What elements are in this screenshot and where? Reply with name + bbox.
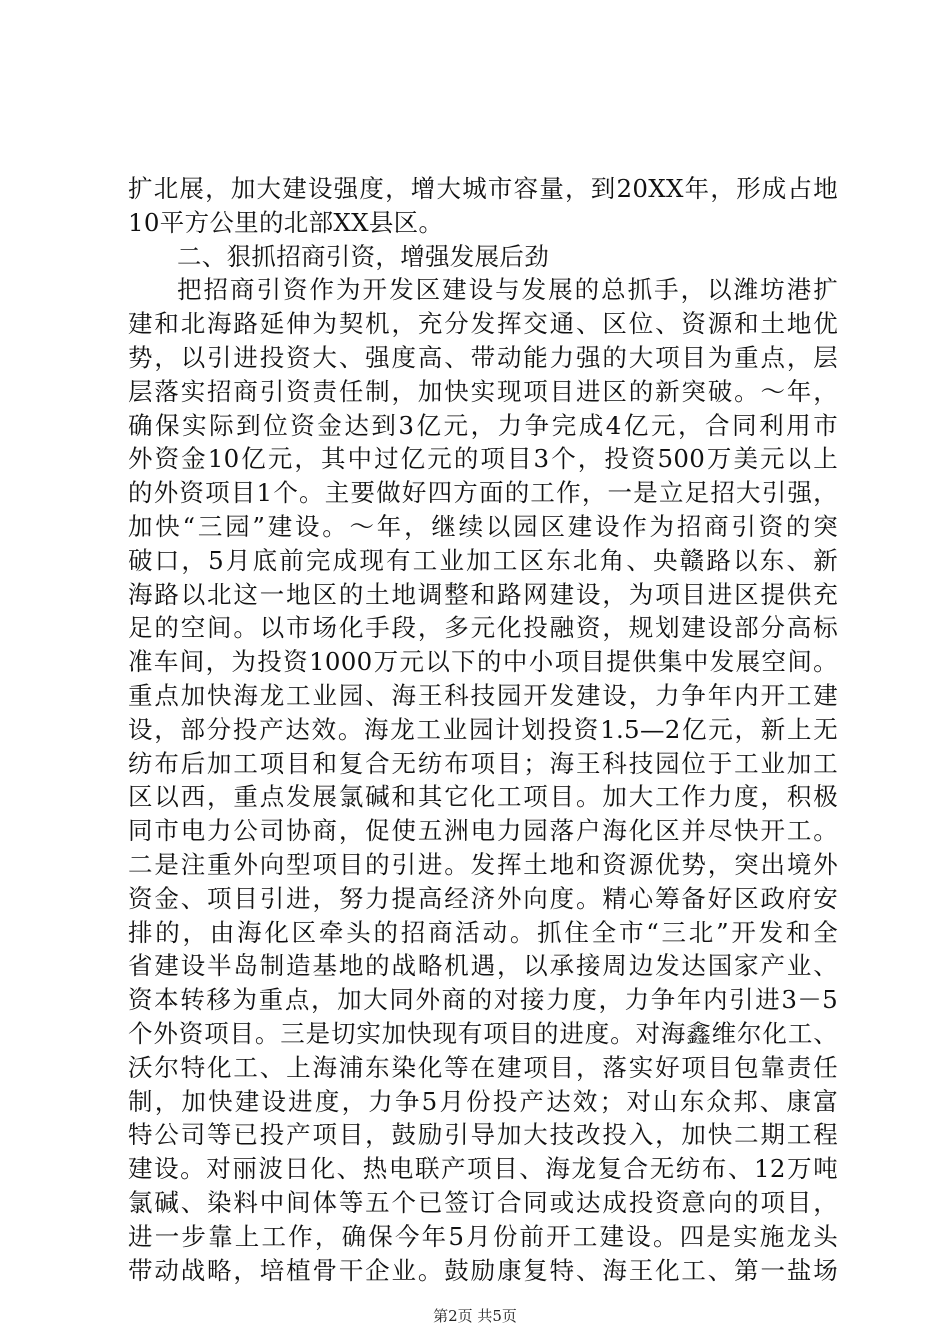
text-line: 势，以引进投资大、强度高、带动能力强的大项目为重点，层 (128, 342, 838, 372)
text-line: 制，加快建设进度，力争5月份投产达效；对山东众邦、康富 (128, 1086, 838, 1116)
text-line: 资金、项目引进，努力提高经济外向度。精心筹备好区政府安 (128, 883, 838, 913)
page-number-footer: 第2页 共5页 (433, 1307, 517, 1325)
text-line: 加快“三园”建设。～年，继续以园区建设作为招商引资的突 (128, 511, 838, 541)
text-line: 特公司等已投产项目，鼓励引导加大技改投入，加快二期工程 (128, 1120, 838, 1150)
text-line: 扩北展，加大建设强度，增大城市容量，到20XX年，形成占地 (128, 174, 838, 203)
text-line: 海路以北这一地区的土地调整和路网建设，为项目进区提供充 (128, 579, 838, 609)
text-line: 个外资项目。三是切实加快现有项目的进度。对海鑫维尔化工、 (128, 1018, 838, 1048)
document-body (128, 172, 838, 1287)
text-line: 设，部分投产达效。海龙工业园计划投资1.5—2亿元，新上无 (128, 714, 838, 744)
text-line: 破口，5月底前完成现有工业加工区东北角、央赣路以东、新 (128, 545, 838, 575)
text-line: 外资金10亿元，其中过亿元的项目3个，投资500万美元以上 (128, 444, 838, 474)
text-line: 省建设半岛制造基地的战略机遇，以承接周边发达国家产业、 (128, 951, 838, 981)
text-line: 确保实际到位资金达到3亿元，力争完成4亿元，合同利用市 (128, 410, 838, 440)
text-line: 准车间，为投资1000万元以下的中小项目提供集中发展空间。 (128, 647, 838, 677)
text-line: 的外资项目1个。主要做好四方面的工作，一是立足招大引强， (128, 478, 838, 508)
text-line: 排的，由海化区牵头的招商活动。抓住全市“三北”开发和全 (128, 917, 838, 947)
text-line: 建和北海路延伸为契机，充分发挥交通、区位、资源和土地优 (128, 309, 838, 339)
text-line: 进一步靠上工作，确保今年5月份前开工建设。四是实施龙头 (128, 1221, 838, 1251)
text-line: 二是注重外向型项目的引进。发挥土地和资源优势，突出境外 (128, 849, 838, 879)
text-line: 层落实招商引资责任制，加快实现项目进区的新突破。～年， (128, 376, 838, 406)
text-line: 重点加快海龙工业园、海王科技园开发建设，力争年内开工建 (128, 680, 838, 710)
section-heading: 二、狠抓招商引资，增强发展后劲 (177, 241, 549, 271)
text-line: 同市电力公司协商，促使五洲电力园落户海化区并尽快开工。 (128, 816, 838, 846)
text-line: 建设。对丽波日化、热电联产项目、海龙复合无纺布、12万吨 (128, 1154, 838, 1184)
text-line: 10平方公里的北部XX县区。 (128, 207, 444, 237)
text-line: 氯碱、染料中间体等五个已签订合同或达成投资意向的项目， (128, 1187, 838, 1217)
text-line: 区以西，重点发展氯碱和其它化工项目。加大工作力度，积极 (128, 782, 838, 812)
text-line: 把招商引资作为开发区建设与发展的总抓手，以潍坊港扩 (177, 275, 838, 305)
text-line: 足的空间。以市场化手段，多元化投融资，规划建设部分高标 (128, 613, 838, 643)
text-line: 纺布后加工项目和复合无纺布项目；海王科技园位于工业加工 (128, 748, 838, 778)
text-line: 带动战略，培植骨干企业。鼓励康复特、海王化工、第一盐场 (128, 1255, 838, 1285)
text-line: 资本转移为重点，加大同外商的对接力度，力争年内引进3－5 (128, 985, 838, 1015)
text-line: 沃尔特化工、上海浦东染化等在建项目，落实好项目包靠责任 (128, 1052, 838, 1082)
